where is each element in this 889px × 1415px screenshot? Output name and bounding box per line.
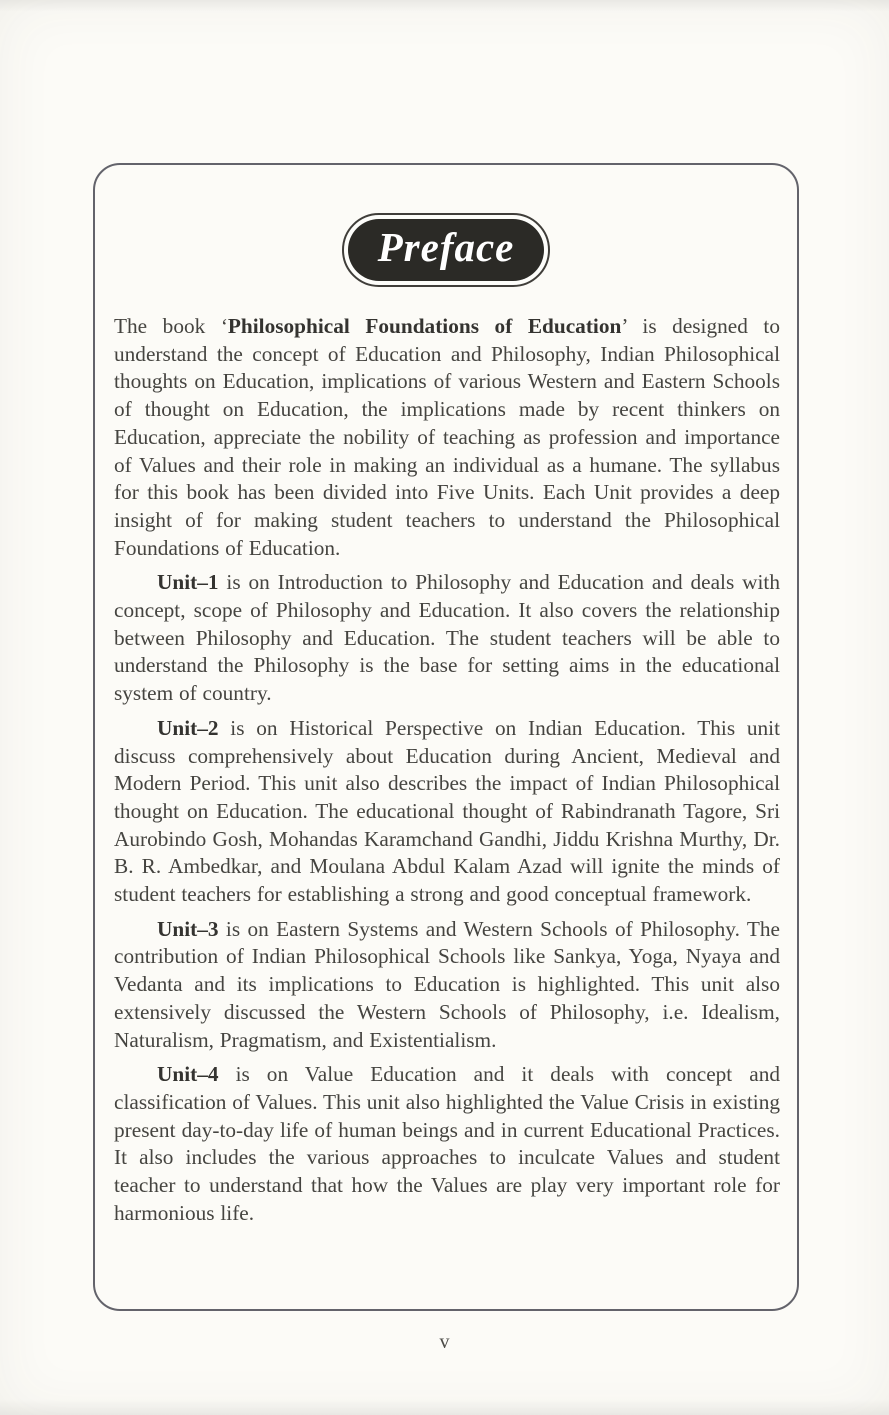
paragraph: [114, 569, 780, 708]
paragraph-bold-text: Unit–2: [157, 715, 219, 740]
paragraph: [114, 916, 780, 1055]
paragraph: [114, 313, 780, 562]
paragraph-text: is on Introduction to Philosophy and Education and deals with concept, scope of Philosophy and Education. It also covers the relationship between Philosophy and Education. The student teachers will be able to understand the Philosophy is the base for setting aims in the educational system of country.: [114, 570, 780, 706]
scan-edge-top: [0, 0, 889, 12]
paragraph: [114, 715, 780, 909]
paragraph: [114, 1061, 780, 1227]
badge-row: [95, 213, 797, 287]
preface-badge: [342, 213, 551, 287]
preface-paragraphs: [95, 287, 797, 1228]
paragraph-bold-text: Philosophical Foundations of Education: [227, 314, 622, 338]
page-border: [93, 163, 799, 1311]
paragraph-text: is on Value Education and it deals with concept and classification of Values. This unit also highlighted the Value Crisis in existing present day-to-day life of human beings and in current Educational Practices. It also includes the various approaches to inculcate Values and student teacher to understand that how the Values are play very important role for harmonious life.: [114, 1062, 780, 1225]
paragraph-bold-text: Unit–4: [157, 1062, 219, 1087]
paragraph-text: The book ‘: [114, 314, 228, 338]
preface-badge-label: Preface: [348, 219, 545, 281]
page-number: v: [439, 1331, 450, 1353]
paragraph-bold-text: Unit–1: [157, 570, 219, 595]
scan-edge-bottom: [0, 1399, 889, 1415]
paragraph-text: is on Eastern Systems and Western Schools of Philosophy. The contribution of Indian Philosophical Schools like Sankya, Yoga, Nyaya and Vedanta and its implications to Education is highlighted. This unit also extensively discussed the Western Schools of Philosophy, i.e. Idealism, Naturalism, Pragmatism, and Existentialism.: [114, 916, 780, 1052]
paragraph-bold-text: Unit–3: [157, 916, 219, 941]
paragraph-text: is on Historical Perspective on Indian Education. This unit discuss comprehensively about Education during Ancient, Medieval and Modern Period. This unit also describes the impact of Indian Philosophical thought on Education. The educational thought of Rabindranath Tagore, Sri Aurobindo Gosh, Mohandas Karamchand Gandhi, Jiddu Krishna Murthy, Dr. B. R. Ambedkar, and Moulana Abdul Kalam Azad will ignite the minds of student teachers for establishing a strong and good conceptual framework.: [114, 715, 780, 907]
paragraph-text: ’ is designed to understand the concept of Education and Philosophy, Indian Philosophical thoughts on Education, implications of various Western and Eastern Schools of thought on Education, the implications made by recent thinkers on Education, appreciate the nobility of teaching as profession and importance of Values and their role in making an individual as a humane. The syllabus for this book has been divided into Five Units. Each Unit provides a deep insight of for making student teachers to understand the Philosophical Foundations of Education.: [114, 314, 780, 560]
